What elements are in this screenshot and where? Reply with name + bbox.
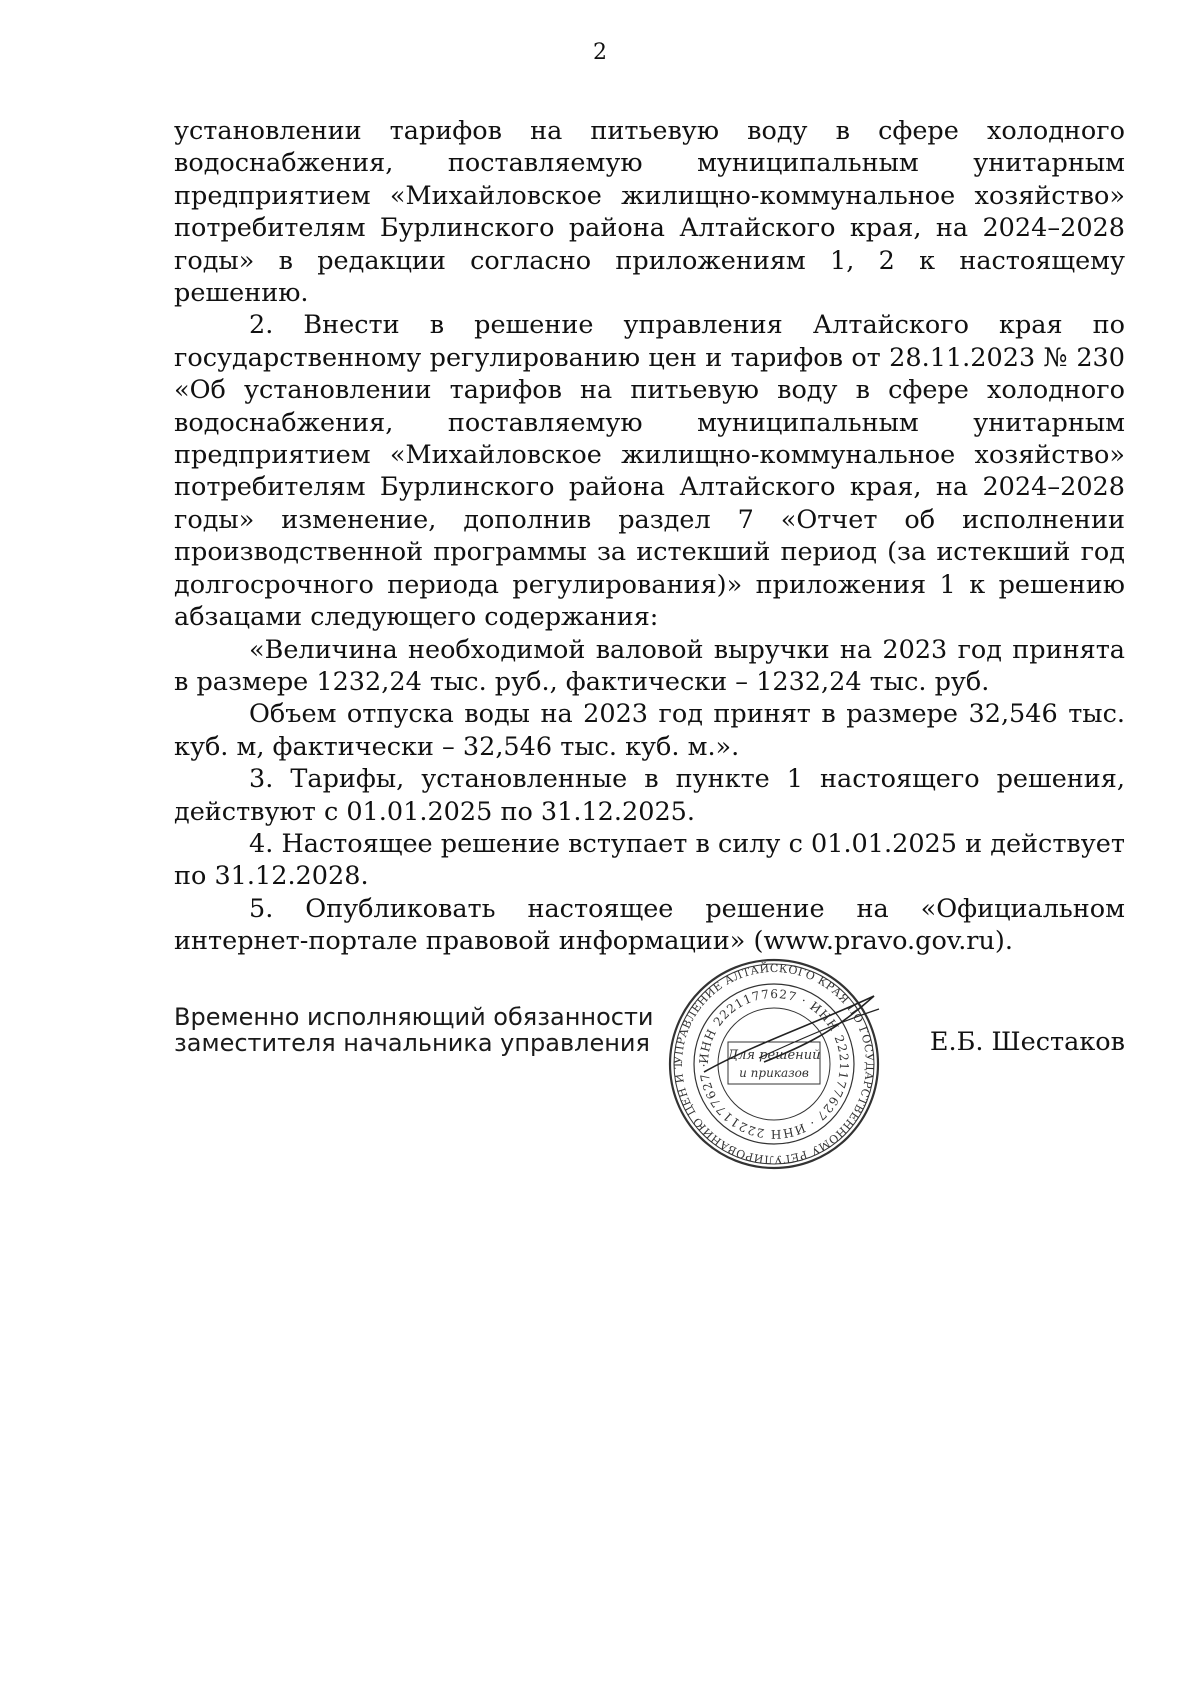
paragraph-item-3: 3. Тарифы, установленные в пункте 1 настоящего решения, действуют с 01.01.2025 по 31.12.2025. [174, 764, 1125, 827]
official-seal-stamp [664, 954, 884, 1174]
seal-center-line1: Для решений [727, 1048, 821, 1063]
paragraph-quote-volume: Объем отпуска воды на 2023 год принят в размере 32,546 тыс. куб. м, фактически – 32,546 тыс. куб. м.». [174, 699, 1125, 762]
signer-title [174, 1004, 654, 1056]
seal-graphic [664, 954, 884, 1174]
signer-title-line1: Временно исполняющий обязанности [174, 1003, 654, 1031]
paragraph-continuation: установлении тарифов на питьевую воду в сфере холодного водоснабжения, поставляемую муниципальным унитарным предприятием «Михайловское жилищно-коммунальное хозяйство» потребителям Бурлинского района Алтайского края, на 2024–2028 годы» в редакции согласно приложениям 1, 2 к настоящему решению. [174, 116, 1125, 309]
paragraph-item-5: 5. Опубликовать настоящее решение на «Официальном интернет-портале правовой информации» (www.pravo.gov.ru). [174, 893, 1125, 957]
signature-block [174, 961, 1125, 1214]
seal-outer-text: УПРАВЛЕНИЕ АЛТАЙСКОГО КРАЯ ПО ГОСУДАРСТВЕННОМУ РЕГУЛИРОВАНИЮ ЦЕН И Т [671, 961, 877, 1167]
paragraph-quote-revenue: «Величина необходимой валовой выручки на 2023 год принята в размере 1232,24 тыс. руб., фактически – 1232,24 тыс. руб. [174, 634, 1125, 697]
page-number: 2 [593, 40, 607, 65]
paragraph-item-4: 4. Настоящее решение вступает в силу с 01.01.2025 и действует по 31.12.2028. [174, 828, 1125, 892]
seal-center-line2: и приказов [739, 1066, 809, 1080]
document-body [174, 115, 1125, 958]
signer-name: Е.Б. Шестаков [929, 1027, 1125, 1057]
seal-inner-text: ИНН 2221177627 · ИНН 2221177627 · ИНН 2221177627 · [696, 986, 852, 1142]
signer-title-line2: заместителя начальника управления [174, 1029, 650, 1057]
paragraph-item-2: 2. Внести в решение управления Алтайского края по государственному регулированию цен и тарифов от 28.11.2023 № 230 «Об установлении тарифов на питьевую воду в сфере холодного водоснабжения, поставляемую муниципальным унитарным предприятием «Михайловское жилищно-коммунальное хозяйство» потребителям Бурлинского района Алтайского края, на 2024–2028 годы» изменение, дополнив раздел 7 «Отчет об исполнении производственной программы за истекший период (за истекший год долгосрочного периода регулирования)» приложения 1 к решению абзацами следующего содержания: [174, 310, 1125, 633]
